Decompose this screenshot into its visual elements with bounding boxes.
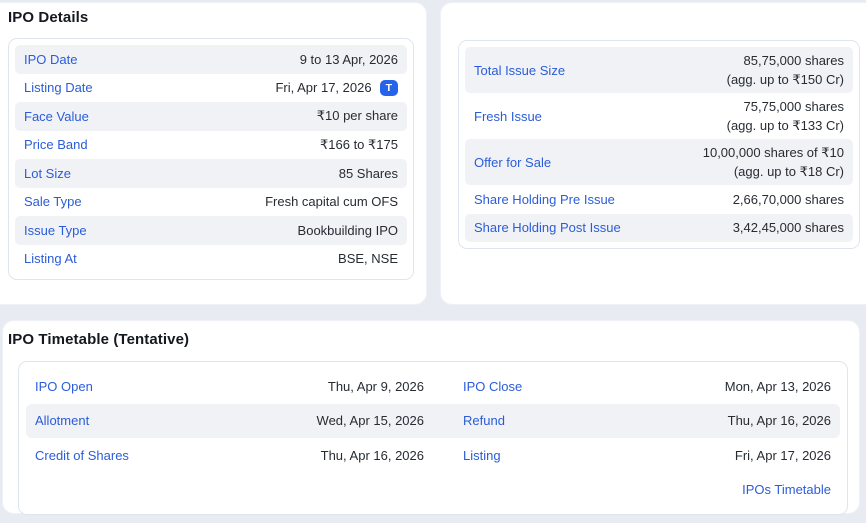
tentative-badge[interactable]: T xyxy=(380,80,398,97)
row-value: ₹166 to ₹175 xyxy=(320,136,398,152)
row-value: Thu, Apr 16, 2026 xyxy=(320,447,424,463)
row-label-link[interactable]: Credit of Shares xyxy=(35,447,129,463)
row-value: Fresh capital cum OFS xyxy=(265,194,398,210)
row-label-link[interactable]: IPO Open xyxy=(35,378,93,394)
listing-date-value: Fri, Apr 17, 2026 xyxy=(275,80,372,96)
row-value-line2: (agg. up to ₹18 Cr) xyxy=(733,164,844,179)
row-label-link[interactable]: Issue Type xyxy=(24,222,87,238)
row-value xyxy=(275,80,398,97)
row-label-link[interactable]: Offer for Sale xyxy=(474,154,552,170)
table-row xyxy=(465,47,853,93)
ipo-timetable-title: IPO Timetable (Tentative) xyxy=(8,331,190,348)
row-label-link[interactable]: Listing Date xyxy=(24,80,93,96)
row-label-link[interactable]: Fresh Issue xyxy=(474,108,542,124)
issue-structure-card xyxy=(458,40,860,249)
row-value xyxy=(727,51,844,89)
row-value-line1: 75,75,000 shares xyxy=(743,99,844,114)
timetable-footer xyxy=(26,473,840,508)
row-value: Fri, Apr 17, 2026 xyxy=(734,447,831,463)
row-label-link[interactable]: Refund xyxy=(463,413,505,429)
row-value xyxy=(727,97,844,135)
row-label-link[interactable]: IPO Date xyxy=(24,51,78,67)
row-value: BSE, NSE xyxy=(338,251,398,267)
row-label-link[interactable]: Listing At xyxy=(24,251,77,267)
table-row xyxy=(465,214,853,243)
timetable-cell xyxy=(433,438,840,473)
row-value: 9 to 13 Apr, 2026 xyxy=(299,51,398,67)
table-row xyxy=(15,74,407,103)
row-value-line1: 85,75,000 shares xyxy=(743,53,844,68)
row-value-line2: (agg. up to ₹133 Cr) xyxy=(726,118,844,133)
row-label-link[interactable]: Lot Size xyxy=(24,165,71,181)
row-value-line2: (agg. up to ₹150 Cr) xyxy=(726,72,844,87)
timetable-cell xyxy=(26,438,433,473)
row-value: 85 Shares xyxy=(338,165,398,181)
row-label-link[interactable]: Sale Type xyxy=(24,194,82,210)
timetable-row xyxy=(26,404,840,439)
row-value: Thu, Apr 9, 2026 xyxy=(327,378,424,394)
row-label-link[interactable]: Listing xyxy=(463,447,501,463)
timetable-row xyxy=(26,438,840,473)
ipo-details-card xyxy=(8,38,414,280)
table-row xyxy=(15,159,407,188)
table-row xyxy=(465,185,853,214)
ipo-timetable-card xyxy=(18,361,848,515)
row-value: Bookbuilding IPO xyxy=(297,222,398,238)
table-row xyxy=(465,139,853,185)
row-label-link[interactable]: Share Holding Post Issue xyxy=(474,220,621,236)
timetable-row xyxy=(26,369,840,404)
table-row xyxy=(15,45,407,74)
table-row xyxy=(15,216,407,245)
row-value: Thu, Apr 16, 2026 xyxy=(727,413,831,429)
timetable-cell xyxy=(26,369,433,404)
row-value: 3,42,45,000 shares xyxy=(732,220,844,236)
row-value xyxy=(703,143,844,181)
row-label-link[interactable]: Price Band xyxy=(24,137,88,153)
ipos-timetable-link[interactable]: IPOs Timetable xyxy=(742,482,831,498)
row-value: Mon, Apr 13, 2026 xyxy=(724,378,831,394)
row-label-link[interactable]: IPO Close xyxy=(463,378,523,394)
row-label-link[interactable]: Share Holding Pre Issue xyxy=(474,191,615,207)
row-value: ₹10 per share xyxy=(316,108,398,124)
row-value: Wed, Apr 15, 2026 xyxy=(316,413,424,429)
row-label-link[interactable]: Face Value xyxy=(24,108,89,124)
table-row xyxy=(15,102,407,131)
timetable-cell xyxy=(433,404,840,439)
row-value-line1: 10,00,000 shares of ₹10 xyxy=(702,145,844,160)
row-label-link[interactable]: Allotment xyxy=(35,413,90,429)
table-row xyxy=(465,93,853,139)
row-value: 2,66,70,000 shares xyxy=(732,191,844,207)
table-row xyxy=(15,188,407,217)
timetable-cell xyxy=(433,369,840,404)
timetable-cell xyxy=(26,404,433,439)
row-label-link[interactable]: Total Issue Size xyxy=(474,62,566,78)
table-row xyxy=(15,245,407,274)
ipo-details-title: IPO Details xyxy=(8,9,89,26)
table-row xyxy=(15,131,407,160)
